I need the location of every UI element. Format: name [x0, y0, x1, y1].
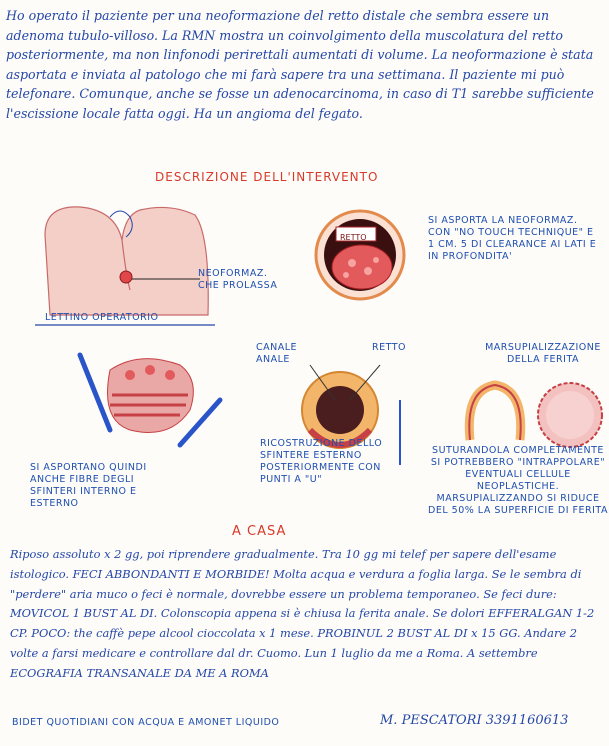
tumor-label: NEOFORMAZ. CHE PROLASSA: [198, 268, 278, 291]
signature: M. PESCATORI 3391160613: [380, 713, 569, 728]
figure-rectum-tumor: [310, 205, 410, 305]
prolapsing-tumor: [120, 271, 132, 283]
anal-canal: [316, 386, 364, 434]
section-title: DESCRIZIONE DELL'INTERVENTO: [155, 170, 379, 184]
marsupialization-caption: SUTURANDOLA COMPLETAMENTE SI POTREBBERO "INTRAPPOLARE" EVENTUALI CELLULE NEOPLASTICHE. MARSUPIALIZZANDO SI RIDUCE DEL 50% LA SUPERFICIE DI FERITA: [428, 445, 608, 516]
anal-canal-label: CANALE ANALE: [256, 342, 298, 365]
home-title: A CASA: [232, 524, 287, 539]
bidet-note: BIDET QUOTIDIANI CON ACQUA E AMONET LIQUIDO: [12, 717, 280, 728]
wound-horseshoe: [469, 385, 520, 440]
home-instructions: Riposo assoluto x 2 gg, poi riprendere gradualmente. Tra 10 gg mi telef per sapere dell'esame istologico. FECI ABBONDANTI E MORBIDE! Molta acqua e verdura a foglia larga. Se le sembra di "perdere" aria muco o feci è normale, dovrebbe essere un problema temporaneo. Se feci dure: MOVICOL 1 BUST AL DI. Colonscopia appena si è chiusa la ferita anale. Se dolori EFFERALGAN 1-2 CP. POCO: the caffè pepe alcool cioccolata x 1 mese. PROBINUL 2 BUST AL DI x 15 GG. Andare 2 volte a farsi medicare e controllare dal dr. Cuomo. Lun 1 luglio da me a Roma. A settembre ECOGRAFIA TRANSANALE DA ME A ROMA: [10, 547, 595, 680]
rectum-label: RETTO: [372, 342, 407, 353]
figure-sphincter-fibers: [70, 350, 230, 460]
marsupialization-title: MARSUPIALIZZAZIONE DELLA FERITA: [485, 342, 601, 365]
resection-caption: SI ASPORTA LA NEOFORMAZ. CON "NO TOUCH TECHNIQUE" E 1 CM. 5 DI CLEARANCE AI LATI E IN PROFONDITA': [428, 215, 597, 262]
intro-text: Ho operato il paziente per una neoformazione del retto distale che sembra essere un adenoma tubulo-villoso. La RMN mostra un coinvolgimento della muscolatura del retto posteriormente, ma non linfonodi perirettali aumentati di volume. La neoformazione è stata asportata e inviata al patologo che mi farà sapere tra una settimana. Il paziente mi può telefonare. Comunque, anche se fosse un adenocarcinoma, in caso di T1 sarebbe sufficiente l'escissione locale fatta oggi. Ha un angioma del fegato.: [6, 8, 594, 121]
buttocks-outline: [45, 207, 208, 315]
rectum-tag: RETTO: [340, 233, 367, 242]
operating-table-caption: LETTINO OPERATORIO: [45, 312, 159, 323]
reconstruction-caption: RICOSTRUZIONE DELLO SFINTERE ESTERNO POSTERIORMENTE CON PUNTI A "U": [260, 438, 383, 485]
left-forceps: [80, 355, 110, 430]
tumor-mass: [332, 245, 392, 289]
sphincter-caption: SI ASPORTANO QUINDI ANCHE FIBRE DEGLI SFINTERI INTERNO E ESTERNO: [30, 462, 147, 509]
